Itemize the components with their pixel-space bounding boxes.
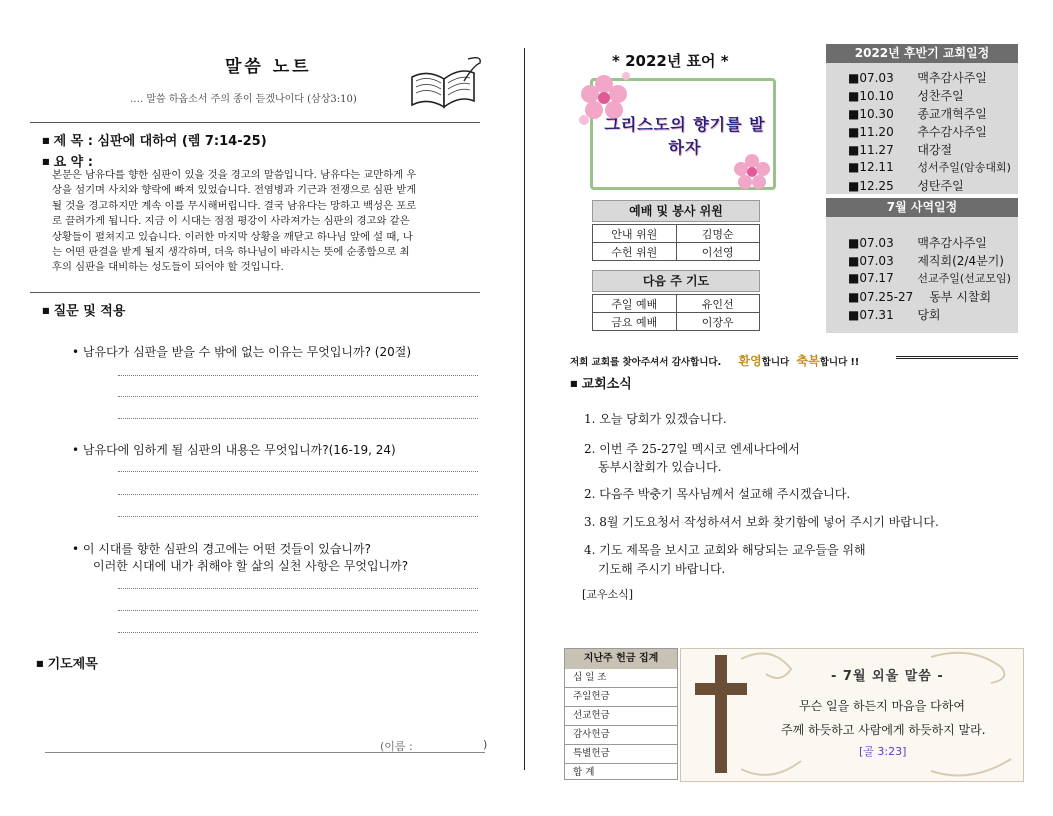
summary-text [52,168,484,276]
table-row [593,295,760,313]
center-fold-line [524,48,525,770]
summary-label: ■ 요 약 : [42,151,93,170]
question-3: • 이 시대를 향한 심판의 경고에는 어떤 것들이 있습니까? [72,542,371,556]
list-item: 1. 오늘 당회가 있겠습니다. [584,412,727,426]
list-item: 2. 이번 주 25-27일 멕시코 엔세나다에서 [584,442,800,456]
schedule-title: 7월 사역일정 [826,198,1018,217]
next-week-prayer-heading: 다음 주 기도 [592,270,760,292]
schedule-item: ■07.03 맥추감사주일 [848,71,987,85]
question-2: • 남유다에 임하게 될 심판의 내용은 무엇입니까?(16-19, 24) [72,443,396,457]
table-cell: 주일 예배 [593,295,677,313]
table-cell: 김명순 [676,225,760,243]
table-row: 선교헌금 [565,707,677,726]
table-row: 주일헌금 [565,688,677,707]
members-news-label: [교우소식] [582,588,634,601]
table-row: 감사헌금 [565,726,677,745]
offering-heading: 지난주 헌금 집계 [565,649,677,669]
table-cell: 금요 예배 [593,313,677,331]
table-cell: 이선영 [676,243,760,261]
schedule-event: 추수감사주일 [917,125,987,139]
schedule-event: 선교주일(선교모임) [917,272,1011,285]
schedule-date: 07.31 [859,308,894,322]
schedule-event: 대강절 [917,143,953,157]
table-cell: 수헌 위원 [593,243,677,261]
motto-text: 그리스도의 향기를 발하자 [604,115,766,157]
schedule-item: ■07.17 선교주일(선교모임) [848,271,1011,285]
table-cell: 이장우 [676,313,760,331]
schedule-date: 11.20 [859,125,894,139]
table-row [593,243,760,261]
welcome-highlight: 환영 [738,354,762,368]
question-heading: ■ 질문 및 적용 [42,300,125,319]
open-book-icon [408,55,486,113]
welcome-message [570,352,859,369]
schedule-item: ■07.03 제직회(2/4분기) [848,254,1004,268]
motto-title: * 2022년 표어 * [612,52,729,70]
schedule-item: ■11.20 추수감사주일 [848,125,987,139]
blessing-highlight: 축복 [796,354,820,368]
verse-line-1: 무슨 일을 하든지 마음을 다하여 [799,699,965,713]
welcome-text: 합니다 !! [819,357,860,368]
table-cell: 안내 위원 [593,225,677,243]
summary-line: 상을 섬기며 사치와 향락에 빠져 있었습니다. 전염병과 기근과 전쟁으로 심판 받게 [52,184,417,197]
summary-line: 후의 심판을 대비하는 성도들이 되어야 할 것입니다. [52,261,284,274]
welcome-text: 저희 교회를 찾아주셔서 감사합니다. [570,357,722,368]
question-1: • 남유다가 심판을 받을 수 밖에 없는 이유는 무엇입니까? (20절) [72,345,412,359]
table-row: 십 일 조 [565,669,677,688]
schedule-date: 12.25 [859,179,894,193]
summary-line: 본문은 남유다를 향한 심판이 있을 것을 경고의 말씀입니다. 남유다는 교만하게 우 [52,169,417,181]
sermon-topic: ■ 제 목 : 심판에 대하여 (렘 7:14-25) [42,130,267,149]
name-close: ) [483,738,488,751]
table-row [593,313,760,331]
schedule-event: 제직회(2/4분기) [917,254,1004,268]
schedule-item: ■12.25 성탄주일 [848,179,964,193]
schedule-item: ■12.11 성서주일(암송대회) [848,160,1011,174]
schedule-item: ■11.27 대강절 [848,143,953,157]
schedule-event: 맥추감사주일 [917,71,987,85]
list-item: 3. 8월 기도요청서 작성하셔서 보화 찾기함에 넣어 주시기 바랍니다. [584,515,939,529]
table-row [593,225,760,243]
sermon-note-subtitle: …. 말씀 하옵소서 주의 종이 듣겠나이다 (삼상3:10) [130,94,357,105]
welcome-text: 합니다 [761,357,790,368]
schedule-date: 12.11 [859,160,894,174]
welcome-rule [896,356,1018,359]
list-item: 기도해 주시기 바랍니다. [598,562,726,576]
summary-line: 될 것을 경고하지만 계속 이를 무시해버립니다. 결국 남유다는 망하고 백성은 포로 [52,199,417,212]
schedule-july [826,198,1018,333]
divider [30,292,480,293]
schedule-title: 2022년 후반기 교회일정 [826,44,1018,63]
table-row: 특별헌금 [565,745,677,764]
offering-box [564,648,678,780]
name-label: (이름 : [380,740,413,753]
memory-verse-card [680,648,1024,782]
list-item: 4. 기도 제목을 보시고 교회와 해당되는 교우들을 위해 [584,543,866,557]
verse-title: - 7월 외울 말씀 - [831,669,944,684]
church-news-heading: ■ 교회소식 [570,373,632,392]
duty-table [592,224,760,261]
schedule-item: ■07.03 맥추감사주일 [848,236,987,250]
schedule-event: 동부 시찰회 [929,290,992,304]
sermon-note-title: 말씀 노트 [225,57,312,77]
summary-line: 로 끌려가게 됩니다. 지금 이 시대는 점점 평강이 사라져가는 심판의 경고와 같은 [52,215,410,228]
schedule-date: 11.27 [859,143,894,157]
list-item: 2. 다음주 박충기 목사님께서 설교해 주시겠습니다. [584,487,851,501]
schedule-date: 07.03 [859,254,894,268]
schedule-event: 성탄주일 [917,179,964,193]
prayer-table [592,294,760,331]
prayer-topics-heading: ■ 기도제목 [36,653,98,672]
verse-line-2: 주께 하듯하고 사람에게 하듯하지 말라. [781,723,986,737]
divider [30,122,480,123]
table-cell: 유인선 [676,295,760,313]
table-row: 합 계 [573,767,595,778]
schedule-item: ■07.31 당회 [848,308,941,322]
schedule-date: 07.17 [859,271,894,285]
schedule-event: 성서주일(암송대회) [917,161,1011,174]
schedule-event: 맥추감사주일 [917,236,987,250]
schedule-item: ■10.30 종교개혁주일 [848,107,987,121]
schedule-item: ■10.10 성찬주일 [848,89,964,103]
summary-line: 는 어떤 판결을 받게 될지 생각하며, 더욱 하나님이 바라시는 뜻에 순종함으로 최 [52,246,410,259]
schedule-event: 당회 [917,308,941,322]
question-3b: 이러한 시대에 내가 취해야 할 삶의 실천 사항은 무엇입니까? [93,559,409,573]
schedule-item: ■07.25-27 동부 시찰회 [848,290,992,304]
duty-heading: 예배 및 봉사 위원 [592,200,760,222]
schedule-event: 성찬주일 [917,89,964,103]
schedule-date: 07.03 [859,71,894,85]
schedule-event: 종교개혁주일 [917,107,987,121]
prayer-line [45,752,485,753]
summary-line: 상황들이 펼쳐지고 있습니다. 이러한 마지막 상황을 깨닫고 하나님 앞에 설 때, 나 [52,230,413,243]
schedule-date: 10.10 [859,89,894,103]
schedule-second-half [826,44,1018,194]
cross-icon [691,653,751,775]
verse-reference: [골 3:23] [859,745,907,758]
schedule-date: 07.25-27 [859,290,914,304]
list-item: 동부시찰회가 있습니다. [598,460,722,474]
schedule-date: 07.03 [859,236,894,250]
schedule-date: 10.30 [859,107,894,121]
